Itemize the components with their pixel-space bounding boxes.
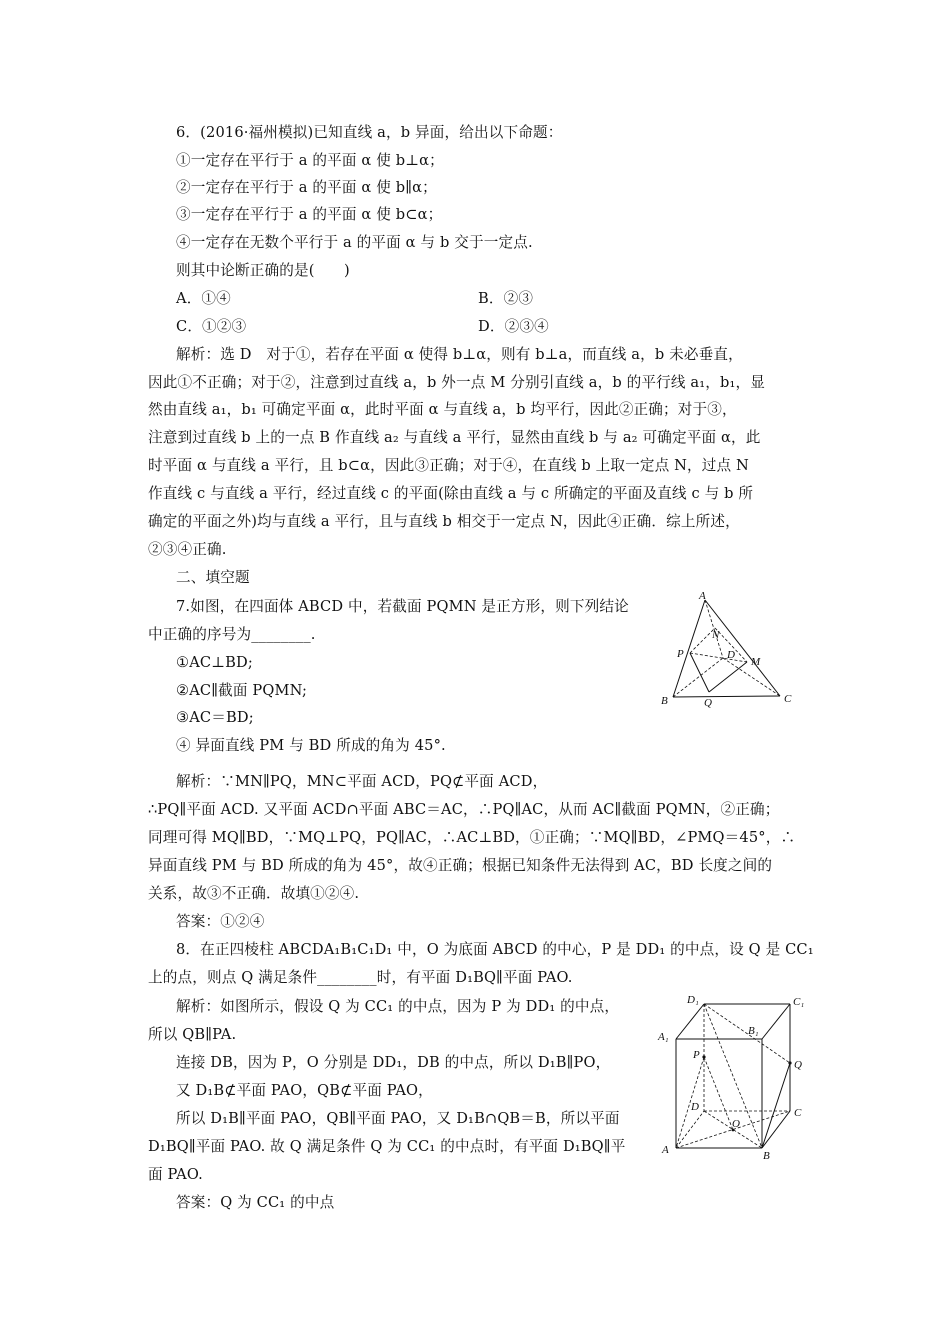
edge-ad	[676, 1111, 704, 1148]
point-p	[702, 1055, 705, 1058]
q8-stem-line-1: 8．在正四棱柱 ABCDA₁B₁C₁D₁ 中，O 为底面 ABCD 的中心，P 是 DD₁ 的中点，设 Q 是 CC₁	[176, 941, 814, 958]
q7-item-2: ②AC∥截面 PQMN;	[176, 682, 308, 699]
label-p: P	[677, 648, 684, 660]
label-o: O	[732, 1118, 740, 1130]
q6-solution-line-4: 注意到过直线 b 上的一点 B 作直线 a₂ 与直线 a 平行，显然由直线 b 与 a₂ 可确定平面 α，此	[148, 429, 761, 446]
label-c: C	[794, 1107, 802, 1119]
q8-solution-line-2: 所以 QB∥PA.	[148, 1026, 237, 1043]
q8-solution-line-1: 解析：如图所示，假设 Q 为 CC₁ 的中点，因为 P 为 DD₁ 的中点，	[176, 998, 620, 1015]
q6-solution-line-2: 因此①不正确；对于②，注意到过直线 a，b 外一点 M 分别引直线 a，b 的平行线 a₁，b₁，显	[148, 374, 765, 391]
q8-solution-line-7: 面 PAO.	[148, 1166, 203, 1183]
q6-solution-line-7: 确定的平面之外)均与直线 a 平行，且与直线 b 相交于一定点 N，因此④正确．综上所述，	[148, 513, 740, 530]
point-q	[788, 1061, 791, 1064]
edge-bd	[673, 658, 723, 697]
label-c1: C₁	[793, 996, 805, 1008]
edge-bc	[762, 1111, 790, 1148]
q7-solution-line-3: 同理可得 MQ∥BD，∵MQ⊥PQ，PQ∥AC，∴AC⊥BD，①正确；∵MQ∥BD，∠PMQ＝45°，∴	[148, 829, 796, 846]
label-c: C	[784, 693, 792, 705]
segment-po	[704, 1057, 733, 1130]
q6-stem: 6．(2016·福州模拟)已知直线 a，b 异面，给出以下命题：	[176, 124, 563, 141]
q7-item-4: ④ 异面直线 PM 与 BD 所成的角为 45°.	[176, 737, 446, 754]
label-p: P	[693, 1049, 700, 1061]
section-qm	[709, 662, 747, 692]
label-m: M	[751, 656, 761, 668]
edge-ac	[705, 600, 780, 696]
label-b: B	[763, 1150, 770, 1162]
q8-answer: 答案：Q 为 CC₁ 的中点	[176, 1194, 335, 1211]
q7-stem-line-1: 7.如图，在四面体 ABCD 中，若截面 PQMN 是正方形，则下列结论	[176, 598, 629, 615]
q6-item-2: ②一定存在平行于 a 的平面 α 使 b∥α；	[176, 179, 437, 196]
q6-solution-line-6: 作直线 c 与直线 a 平行，经过直线 c 的平面(除由直线 a 与 c 所确定的平面及直线 c 与 b 所	[148, 485, 754, 502]
q7-solution-line-1: 解析：∵MN∥PQ，MN⊂平面 ACD，PQ⊄平面 ACD，	[176, 773, 548, 790]
label-d1: D₁	[687, 995, 699, 1006]
q6-item-3: ③一定存在平行于 a 的平面 α 使 b⊂α；	[176, 206, 443, 223]
q6-solution-line-8: ②③④正确.	[148, 541, 227, 558]
label-n: N	[712, 629, 720, 641]
q6-option-d: D．②③④	[478, 318, 549, 335]
q6-option-b: B．②③	[478, 290, 534, 307]
label-a: A	[662, 1144, 669, 1156]
q7-stem-line-2: 中正确的序号为________.	[148, 626, 316, 643]
q6-option-c: C．①②③	[176, 318, 247, 335]
diagonal-pm	[690, 653, 747, 662]
q7-item-3: ③AC＝BD;	[176, 709, 254, 726]
q6-solution-line-3: 然由直线 a₁，b₁ 可确定平面 α，此时平面 α 与直线 a，b 均平行，因此②正确；对于③，	[148, 401, 737, 418]
q6-ask: 则其中论断正确的是( )	[176, 262, 350, 279]
tetrahedron-figure	[655, 592, 805, 712]
segment-d1q	[704, 1004, 790, 1063]
label-b: B	[661, 695, 668, 707]
edge-d1a1	[676, 1004, 704, 1039]
edge-c1b1	[762, 1004, 790, 1039]
q8-solution-line-5: 所以 D₁B∥平面 PAO，QB∥平面 PAO，又 D₁B∩QB＝B，所以平面	[176, 1110, 620, 1127]
q6-item-4: ④一定存在无数个平行于 a 的平面 α 与 b 交于一定点.	[176, 234, 533, 251]
segment-pa	[676, 1057, 704, 1148]
q7-item-1: ①AC⊥BD;	[176, 654, 253, 671]
label-a: A	[699, 592, 706, 602]
label-q: Q	[794, 1059, 802, 1071]
label-d: D	[691, 1101, 699, 1113]
q6-solution-line-5: 时平面 α 与直线 a 平行，且 b⊂α，因此③正确；对于④，在直线 b 上取一定点 N，过点 N	[148, 457, 749, 474]
q7-solution-line-5: 关系，故③不正确．故填①②④.	[148, 885, 360, 902]
segment-bq	[762, 1063, 790, 1148]
q8-solution-line-3: 连接 DB，因为 P，O 分别是 DD₁，DB 的中点，所以 D₁B∥PO，	[176, 1054, 611, 1071]
q7-answer: 答案：①②④	[176, 913, 265, 930]
label-q: Q	[704, 697, 712, 709]
q7-solution-line-2: ∴PQ∥平面 ACD. 又平面 ACD∩平面 ABC＝AC，∴PQ∥AC，从而 AC∥截面 PQMN，②正确；	[148, 801, 780, 818]
q8-stem-line-2: 上的点，则点 Q 满足条件________时，有平面 D₁BQ∥平面 PAO.	[148, 969, 573, 986]
edge-bc	[673, 696, 780, 697]
q7-solution-line-4: 异面直线 PM 与 BD 所成的角为 45°，故④正确；根据已知条件无法得到 AC，BD 长度之间的	[148, 857, 773, 874]
q8-solution-line-6: D₁BQ∥平面 PAO. 故 Q 满足条件 Q 为 CC₁ 的中点时，有平面 D₁BQ∥平	[148, 1138, 626, 1155]
q8-solution-line-4: 又 D₁B⊄平面 PAO，QB⊄平面 PAO，	[176, 1082, 433, 1099]
section-heading: 二、填空题	[176, 569, 250, 586]
section-pq	[690, 653, 709, 692]
label-d: D	[727, 649, 735, 661]
q6-solution-line-1: 解析：选 D 对于①，若存在平面 α 使得 b⊥α，则有 b⊥a，而直线 a，b 未必垂直，	[176, 346, 743, 363]
label-a1: A₁	[658, 1031, 669, 1043]
prism-figure	[655, 995, 815, 1165]
label-b1: B₁	[748, 1025, 759, 1037]
q6-option-a: A．①④	[176, 290, 231, 307]
q6-item-1: ①一定存在平行于 a 的平面 α 使 b⊥α；	[176, 152, 444, 169]
